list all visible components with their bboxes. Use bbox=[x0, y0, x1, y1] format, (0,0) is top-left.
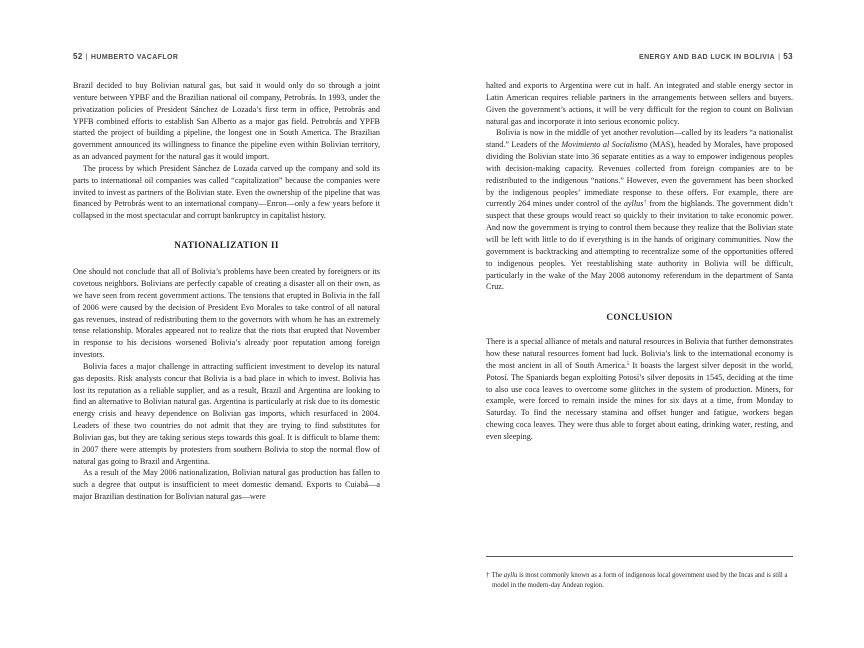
text-run: The bbox=[491, 572, 504, 579]
right-page-body bbox=[486, 80, 793, 443]
running-head-right bbox=[486, 52, 793, 61]
separator-bar: | bbox=[778, 54, 781, 61]
paragraph: halted and exports to Argentina were cut in half. An integrated and stable energy sector in Latin American requires reliable partners in the arrangements between sellers and buyers. Given the government’s actions, it will be very difficult for the region to count on Bolivian natural gas and incorporate it into serious economic policy. bbox=[486, 81, 793, 126]
italic-term: ayllus bbox=[623, 199, 644, 209]
text-run: from the highlands. The government didn’t suspect that these groups would react so quickly to their invitation to take economic power. And now the government is trying to control them because they realize that the Bolivian state will be left with little to do if everything is in the hands of originary communities. Now the government is backtracking and attempting to recentralize some of the opportunities offered to indigenous peoples. Yet reestablishing state authority in Bolivia will be difficult, particularly in the wake of the May 2008 autonomy referendum in the department of Santa Cruz. bbox=[486, 199, 794, 292]
paragraph: One should not conclude that all of Bolivia’s problems have been created by foreigners or its covetous neighbors. Bolivians are perfectly capable of creating a disaster all on their own, as we have seen from recent government actions. The tensions that erupted in Bolivia in the fall of 2006 were caused by the decision of President Evo Morales to take control of all natural gas revenues, instead of redistributing them to the governors with whom he has an extremely tense relationship. Morales appeared not to realize that the riots that erupted that November in response to his decisions worsened Bolivia’s already poor reputation among foreign investors. bbox=[73, 267, 380, 360]
text-run: is most commonly known as a form of indigenous local government used by the Incas and is still a model in the modern-day Andean region. bbox=[492, 572, 788, 589]
left-page-body bbox=[73, 80, 380, 503]
text-run: It boasts the largest silver deposit in the world, Potosí. The Spaniards began exploiting Potosí’s silver deposits in 1545, deciding at the time to also use coca leaves to overcome some glitches in the system of production. Miners, for example, were forced to remain inside the mines for six days at a time, from Monday to Saturday. To find the necessary stamina and offset hunger and fatigue, workers began chewing coca leaves. They were thus able to forget about eating, drinking water, resting, and even sleeping. bbox=[486, 360, 794, 441]
italic-term: Movimiento al Socialismo bbox=[561, 140, 648, 150]
right-page bbox=[486, 0, 793, 648]
section-heading: NATIONALIZATION II bbox=[174, 240, 279, 251]
paragraph: As a result of the May 2006 nationalization, Bolivian natural gas production has fallen to such a degree that output is insufficient to meet domestic demand. Exports to Cuiabá—a major Brazilian destination for Bolivian natural gas—were bbox=[73, 468, 380, 502]
italic-term: ayllu bbox=[503, 572, 518, 579]
separator-bar: | bbox=[85, 54, 88, 61]
paragraph bbox=[486, 127, 793, 293]
endnote-marker[interactable]: 5 bbox=[626, 361, 630, 367]
footnote-mark: † bbox=[486, 571, 490, 579]
text-run: (MAS), headed by Morales, have proposed dividing the Bolivian state into 36 separate entities as a way to empower indigenous peoples with decision-making capacity. Revenues collected from foreign companies are to be redistributed to the indigenous “nations.” However, even the government has been shocked by the indigenous peoples’ immediate response to these offers. For example, there are currently 264 mines under control of the bbox=[486, 140, 793, 209]
footnote bbox=[486, 570, 793, 591]
chapter-title: ENERGY AND BAD LUCK IN BOLIVIA bbox=[639, 54, 776, 61]
left-page bbox=[73, 0, 380, 648]
text-run: There is a special alliance of metals and natural resources in Bolivia that further demonstrates how these natural resources foment bad luck. Bolivia’s link to the international economy is the most ancient in all of South America. bbox=[486, 337, 793, 370]
paragraph: Bolivia faces a major challenge in attracting sufficient investment to develop its natural gas deposits. Risk analysts concur that Bolivia is a bad place in which to invest. Bolivia has lost its reputation as a reliable supplier, and as a result, Brazil and Argentina are looking to find an alternative to Bolivian natural gas. Argentina is particularly at risk due to its domestic energy crisis and heavy dependence on Bolivian gas imports, which resurfaced in 2004. Leaders of these two countries do not admit that they are trying to find substitutes for Bolivian gas, but they are taking serious steps towards this goal. It is difficult to blame them: in 2007 there were attempts by protesters from southern Bolivia to stop the normal flow of natural gas going to Brazil and Argentina. bbox=[73, 361, 380, 466]
text-run: Bolivia is now in the middle of yet another revolution—called by its leaders “a nationalist stand.” Leaders of the bbox=[486, 128, 793, 150]
running-head-left bbox=[73, 52, 380, 61]
footnote-divider bbox=[486, 556, 793, 557]
paragraph: Brazil decided to buy Bolivian natural gas, but said it would only do so through a joint venture between YPBF and the Brazilian national oil company, Petrobrás. In 1993, under the privatization policies of President Sánchez de Lozada’s first term in office, Petrobrás and YPFB combined efforts to establish San Alberto as a major gas field. Petrobrás and YPFB started the project of building a pipeline, the longest one in South America. The Brazilian government announced its willingness to finance the pipeline even within Bolivian territory, as an advanced payment for the natural gas it would import. bbox=[73, 81, 380, 162]
section-heading: CONCLUSION bbox=[606, 312, 673, 323]
page-number: 52 bbox=[73, 52, 83, 61]
paragraph: The process by which President Sánchez de Lozada carved up the company and sold its parts to international oil companies was called “capitalization” because the companies were invited to invest as partners of the Bolivian state. Even the ownership of the pipeline that was financed by Petrobrás went to an international company—Enron—only a few years before it collapsed in the most spectacular and corrupt bankruptcy in capitalist history. bbox=[73, 163, 380, 221]
paragraph bbox=[486, 336, 793, 443]
footnote-marker[interactable]: † bbox=[643, 200, 647, 206]
page-number: 53 bbox=[783, 52, 793, 61]
author-name: HUMBERTO VACAFLOR bbox=[90, 54, 179, 61]
